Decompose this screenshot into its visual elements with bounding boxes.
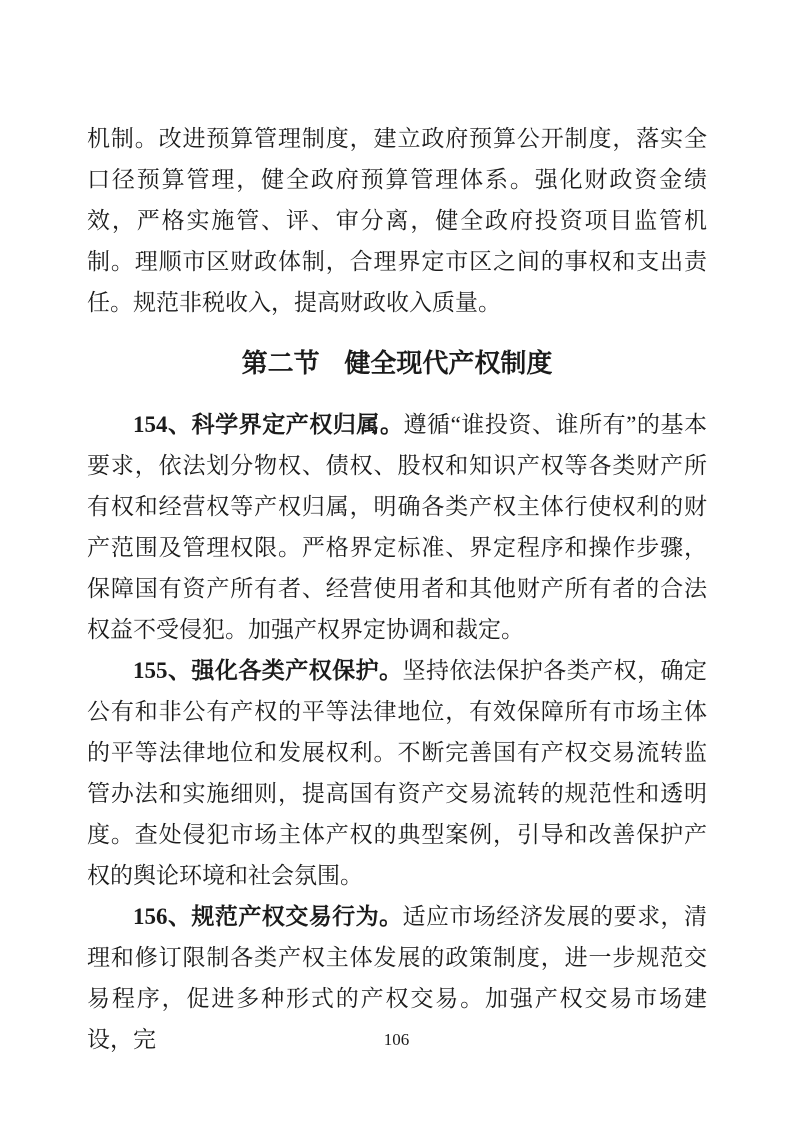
- paragraph-154-body: 遵循“谁投资、谁所有”的基本要求，依法划分物权、债权、股权和知识产权等各类财产所有权和经营权等产权归属，明确各类产权主体行使权利的财产范围及管理权限。严格界定标准、界定程序和操作步骤，保障国有资产所有者、经营使用者和其他财产所有者的合法权益不受侵犯。加强产权界定协调和裁定。: [87, 412, 708, 642]
- section-heading: [87, 344, 707, 384]
- numbered-paragraph-155: [87, 650, 707, 896]
- page-number: 106: [383, 1030, 410, 1049]
- numbered-paragraph-154: [87, 404, 707, 650]
- paragraph-156-body: 适应市场经济发展的要求，清理和修订限制各类产权主体发展的政策制度，进一步规范交易程序，促进多种形式的产权交易。加强产权交易市场建设，完: [87, 904, 708, 1052]
- paragraph-155-lead: 155、强化各类产权保护。: [133, 658, 403, 683]
- section-heading-title: 健全现代产权制度: [344, 349, 553, 378]
- continuation-paragraph: 机制。改进预算管理制度，建立政府预算公开制度，落实全口径预算管理，健全政府预算管理体系。强化财政资金绩效，严格实施管、评、审分离，健全政府投资项目监管机制。理顺市区财政体制，合理界定市区之间的事权和支出责任。规范非税收入，提高财政收入质量。: [87, 126, 707, 315]
- paragraph-154-lead: 154、科学界定产权归属。: [133, 412, 404, 437]
- paragraph-156-lead: 156、规范产权交易行为。: [133, 904, 403, 929]
- paragraph-155-body: 坚持依法保护各类产权，确定公有和非公有产权的平等法律地位，有效保障所有市场主体的平等法律地位和发展权利。不断完善国有产权交易流转监管办法和实施细则，提高国有资产交易流转的规范性和透明度。查处侵犯市场主体产权的典型案例，引导和改善保护产权的舆论环境和社会氛围。: [87, 658, 708, 888]
- section-heading-label: 第二节: [241, 349, 320, 378]
- document-body: [87, 118, 707, 1060]
